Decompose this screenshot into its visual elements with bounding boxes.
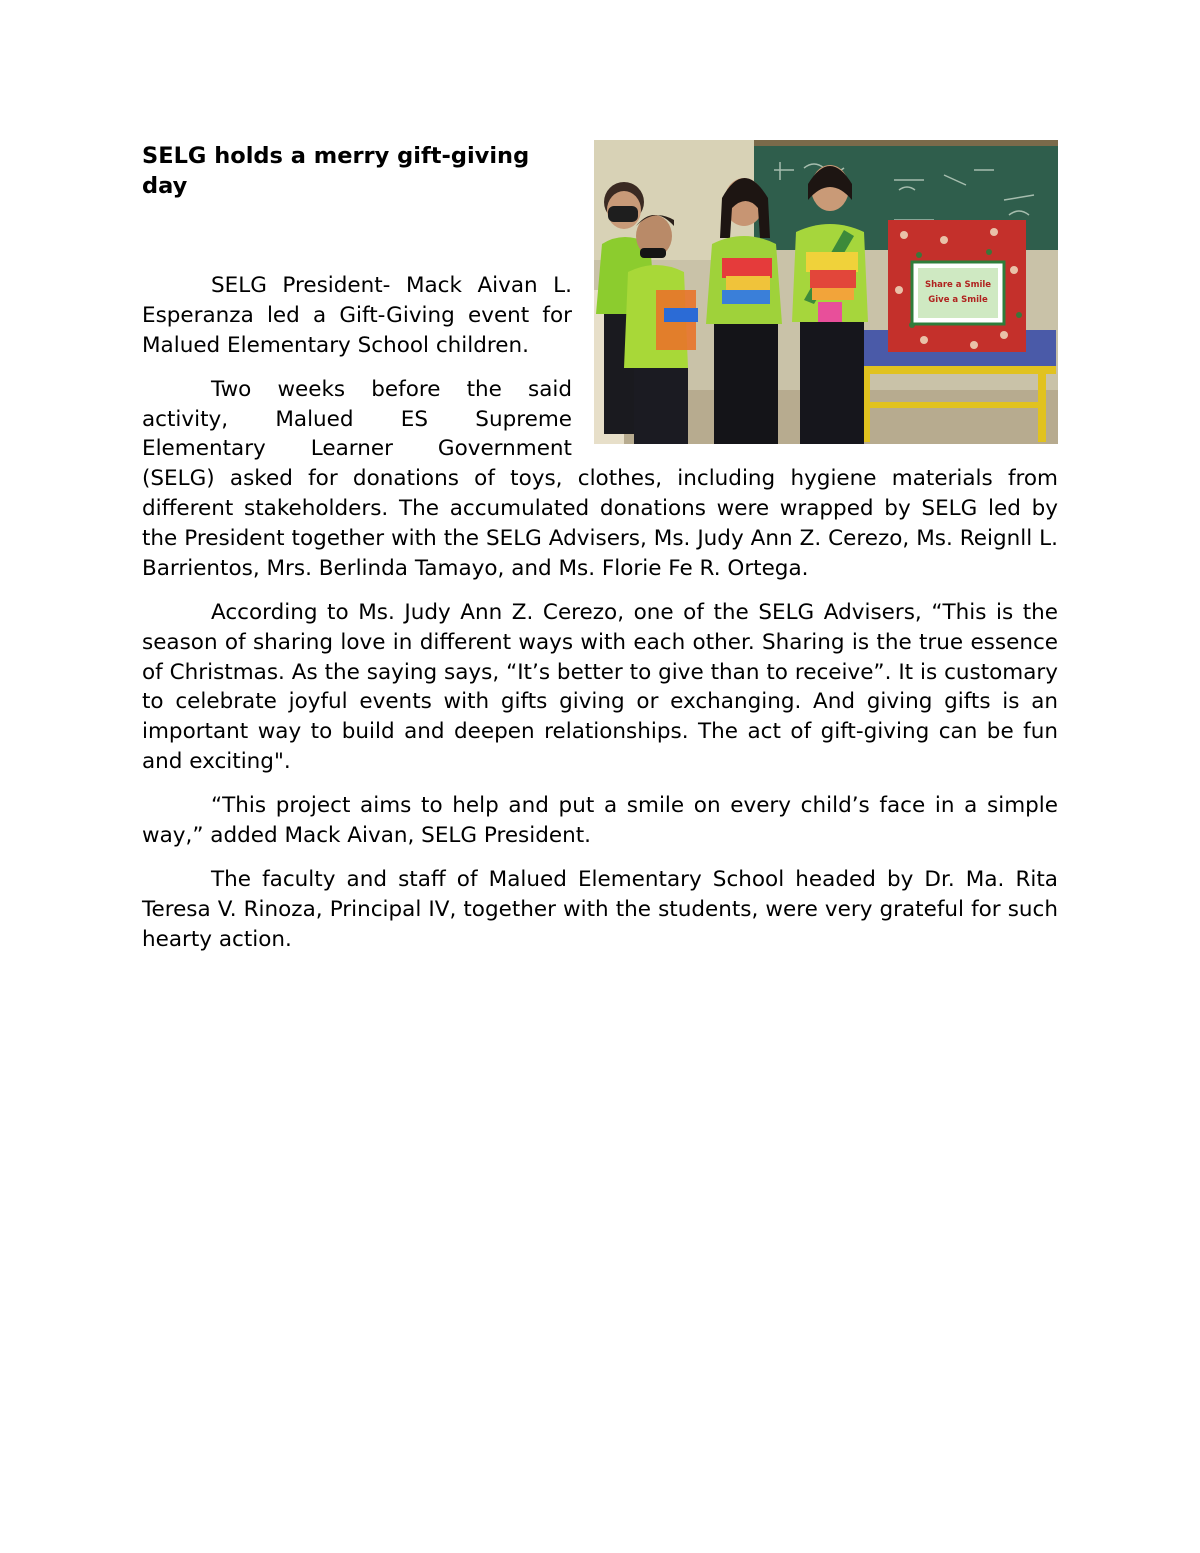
article-paragraph-5: The faculty and staff of Malued Elementary School headed by Dr. Ma. Rita Teresa V. Rinoza, Principal IV, together with the students, were very grateful for such hearty action. <box>142 867 1058 952</box>
gift-box-sign-line1: Share a Smile <box>924 280 992 290</box>
article-paragraph-2: Two weeks before the said activity, Malued ES Supreme Elementary Learner Government (SELG) asked for donations of toys, clothes, including hygiene materials from different stakeholders. The accumulated donations were wrapped by SELG led by the President together with the SELG Advisers, Ms. Judy Ann Z. Cerezo, Ms. Reignll L. Barrientos, Mrs. Berlinda Tamayo, and Ms. Florie Fe R. Ortega. <box>142 376 1058 581</box>
gift-giving-photo <box>594 140 1058 444</box>
gift-box-sign-line2: Give a Smile <box>928 295 988 305</box>
article-title: SELG holds a merry gift-giving day <box>142 143 530 199</box>
article-paragraph-1: SELG President- Mack Aivan L. Esperanza led a Gift-Giving event for Malued Elementary School children. <box>142 273 572 358</box>
news-article <box>142 140 1058 969</box>
article-paragraph-3: According to Ms. Judy Ann Z. Cerezo, one of the SELG Advisers, “This is the season of sharing love in different ways with each other. Sharing is the true essence of Christmas. As the saying says, “It’s better to give than to receive”. It is customary to celebrate joyful events with gifts giving or exchanging. And giving gifts is an important way to build and deepen relationships. The act of gift-giving can be fun and exciting". <box>142 599 1058 774</box>
article-photo <box>594 140 1058 444</box>
article-paragraph-4: “This project aims to help and put a smile on every child’s face in a simple way,” added Mack Aivan, SELG President. <box>142 793 1058 849</box>
